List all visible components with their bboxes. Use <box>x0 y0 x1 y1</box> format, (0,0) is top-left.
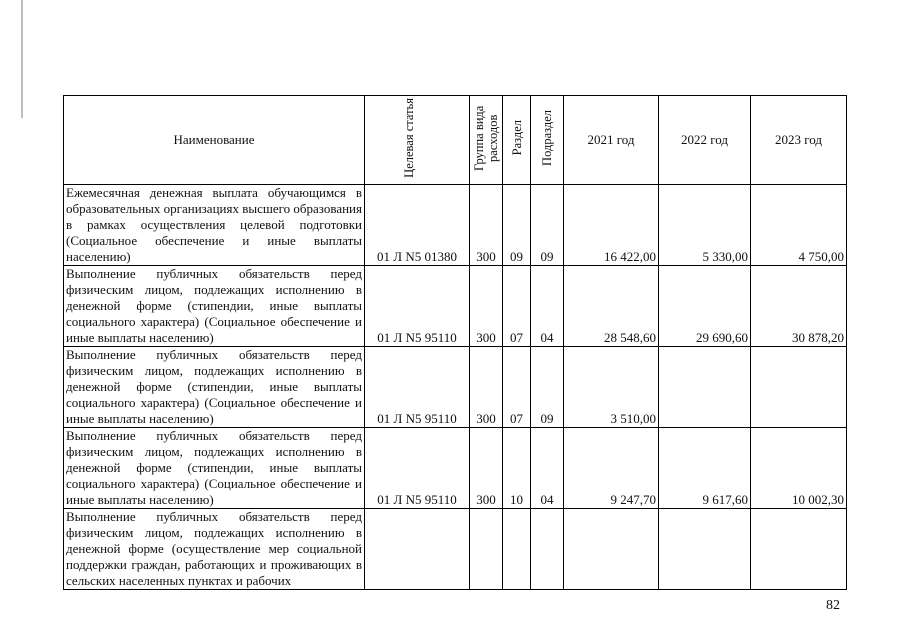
header-2021: 2021 год <box>564 96 659 185</box>
row-group: 300 <box>470 428 503 509</box>
row-2021: 28 548,60 <box>564 266 659 347</box>
header-target: Целевая статья <box>365 96 470 185</box>
page-number: 82 <box>826 598 840 613</box>
row-section: 10 <box>503 428 531 509</box>
header-2023: 2023 год <box>751 96 847 185</box>
header-subsection: Подраздел <box>531 96 564 185</box>
header-section: Раздел <box>503 96 531 185</box>
row-section <box>503 509 531 590</box>
row-group: 300 <box>470 266 503 347</box>
header-name: Наименование <box>64 96 365 185</box>
header-group: Группа вида расходов <box>470 96 503 185</box>
row-2021: 16 422,00 <box>564 185 659 266</box>
row-subsection: 04 <box>531 428 564 509</box>
budget-table <box>63 95 847 590</box>
header-2022: 2022 год <box>659 96 751 185</box>
row-subsection: 04 <box>531 266 564 347</box>
table-row <box>64 347 847 428</box>
row-target-code <box>365 509 470 590</box>
table-row <box>64 266 847 347</box>
row-group: 300 <box>470 347 503 428</box>
row-group: 300 <box>470 185 503 266</box>
row-subsection: 09 <box>531 347 564 428</box>
row-group <box>470 509 503 590</box>
row-2021 <box>564 509 659 590</box>
table-header-row <box>64 96 847 185</box>
row-2023 <box>751 509 847 590</box>
row-target-code: 01 Л N5 01380 <box>365 185 470 266</box>
row-2022 <box>659 347 751 428</box>
row-subsection <box>531 509 564 590</box>
table-row <box>64 185 847 266</box>
row-subsection: 09 <box>531 185 564 266</box>
row-name: Выполнение публичных обязательств перед физическим лицом, подлежащих исполнению в денежной форме (стипендии, иные выплаты социального характера) (Социальное обеспечение и иные выплаты населению) <box>64 347 365 428</box>
row-section: 07 <box>503 266 531 347</box>
row-2023 <box>751 347 847 428</box>
row-target-code: 01 Л N5 95110 <box>365 428 470 509</box>
row-target-code: 01 Л N5 95110 <box>365 347 470 428</box>
row-target-code: 01 Л N5 95110 <box>365 266 470 347</box>
row-2022 <box>659 509 751 590</box>
row-2021: 3 510,00 <box>564 347 659 428</box>
row-2022: 29 690,60 <box>659 266 751 347</box>
row-2022: 5 330,00 <box>659 185 751 266</box>
row-2023: 30 878,20 <box>751 266 847 347</box>
page-edge-line <box>21 0 23 118</box>
row-2021: 9 247,70 <box>564 428 659 509</box>
row-section: 09 <box>503 185 531 266</box>
table-row <box>64 428 847 509</box>
row-section: 07 <box>503 347 531 428</box>
row-2022: 9 617,60 <box>659 428 751 509</box>
row-name: Выполнение публичных обязательств перед физическим лицом, подлежащих исполнению в денежной форме (стипендии, иные выплаты социального характера) (Социальное обеспечение и иные выплаты населению) <box>64 428 365 509</box>
row-2023: 4 750,00 <box>751 185 847 266</box>
row-name: Ежемесячная денежная выплата обучающимся в образовательных организациях высшего образования в рамках осуществления целевой подготовки (Социальное обеспечение и иные выплаты населению) <box>64 185 365 266</box>
table-row <box>64 509 847 590</box>
row-2023: 10 002,30 <box>751 428 847 509</box>
row-name: Выполнение публичных обязательств перед физическим лицом, подлежащих исполнению в денежной форме (осуществление мер социальной поддержки граждан, работающих и проживающих в сельских населенных пунктах и рабочих <box>64 509 365 590</box>
row-name: Выполнение публичных обязательств перед физическим лицом, подлежащих исполнению в денежной форме (стипендии, иные выплаты социального характера) (Социальное обеспечение и иные выплаты населению) <box>64 266 365 347</box>
